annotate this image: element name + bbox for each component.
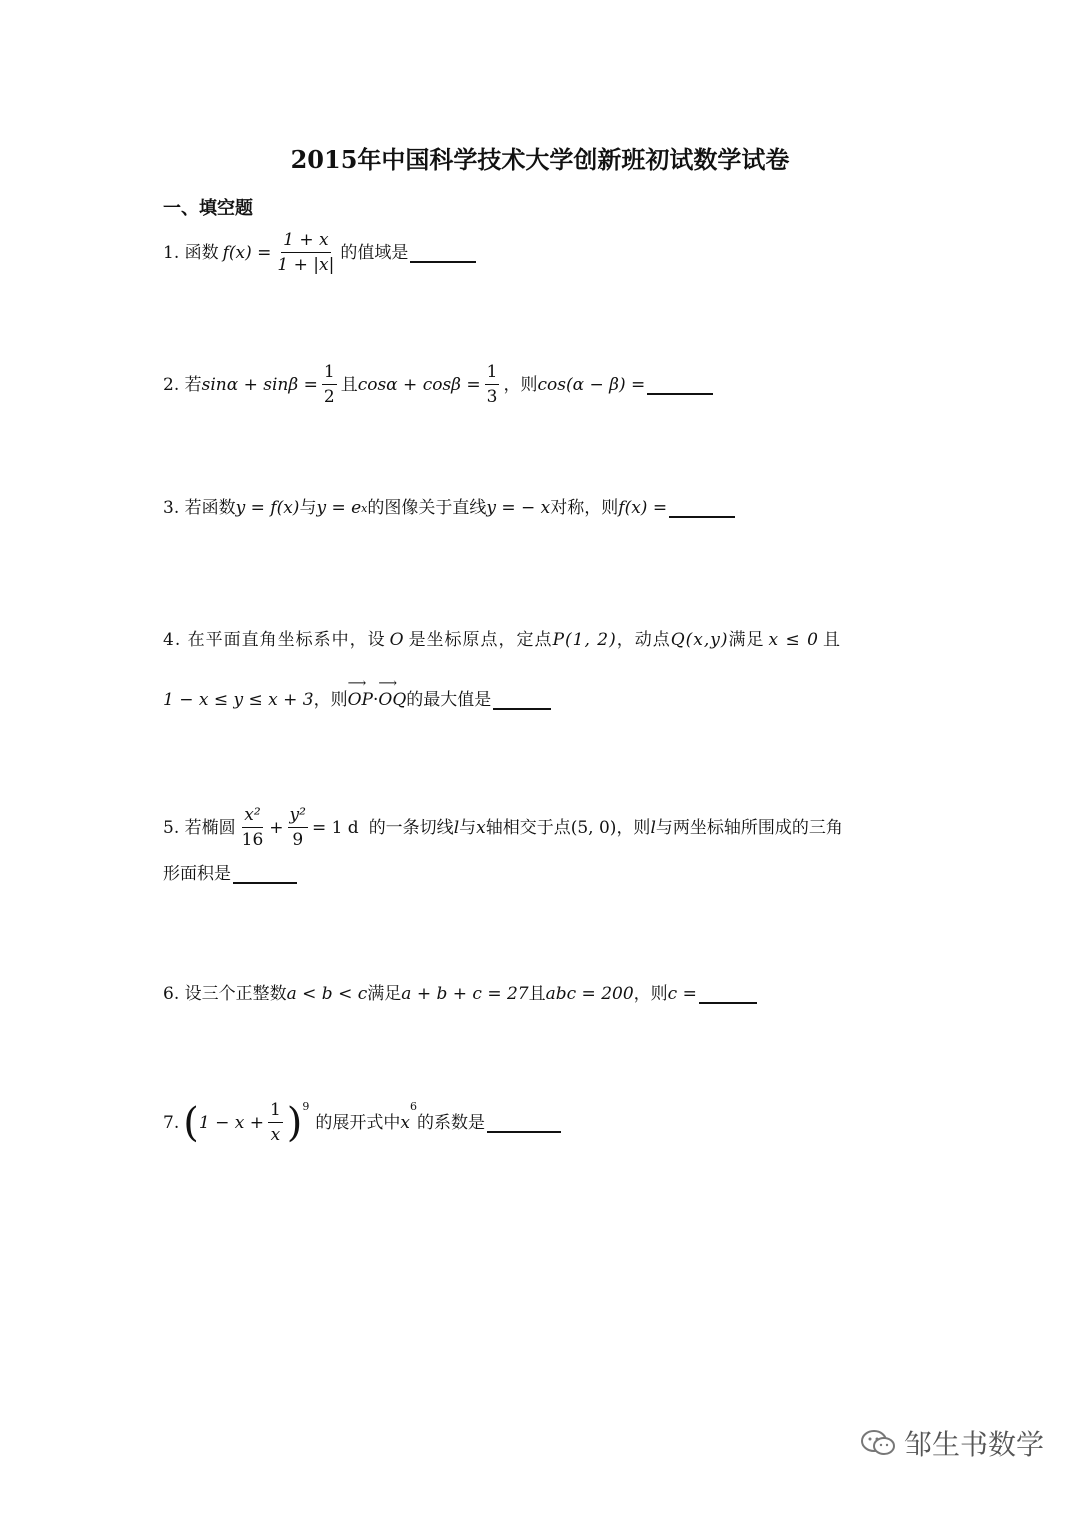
vector-op: ⟶ OP [348, 690, 373, 710]
question-4-continued: 1 − x ≤ y ≤ x + 3 ，则 ⟶ OP · ⟶ OQ 的最大值是 [163, 690, 551, 710]
answer-blank[interactable] [647, 375, 713, 395]
answer-blank[interactable] [233, 864, 297, 884]
vector-oq: ⟶ OQ [378, 690, 406, 710]
question-5-continued: 形面积是 [163, 864, 297, 884]
question-1: 1. 函数 f(x) = $\frac{1 + x}{1 + |x|}$ 的值域是 [163, 230, 476, 276]
question-4: 4. 在平面直角坐标系中，设 O 是坐标原点，定点 P(1, 2) ，动点 Q(x,y) 满足 x ≤ 0 且 [163, 630, 841, 650]
answer-blank[interactable] [487, 1113, 561, 1133]
fraction: $\frac{1}{2}$ [323, 362, 335, 408]
answer-blank[interactable] [669, 498, 735, 518]
fraction: $\frac{1}{x}$ [269, 1100, 281, 1146]
wechat-icon [860, 1429, 896, 1457]
answer-blank[interactable] [493, 690, 551, 710]
question-7: 7. ( 1 − x + $\frac{1}{x}$ ) $^9$ 的展开式中 x $^6$ 的系数是 [163, 1100, 561, 1146]
question-2: 2. 若 sinα + sinβ = $\frac{1}{2}$ 且 cosα + cosβ = $\frac{1}{3}$ ，则 cos(α − β) = [163, 362, 713, 408]
answer-blank[interactable] [410, 243, 476, 263]
exam-title: 2015年中国科学技术大学创新班初试数学试卷 [290, 145, 790, 174]
fraction: $\frac{\text{y²}}{9}$ [289, 805, 306, 851]
fraction: $\frac{1 + x}{1 + |x|}$ [277, 230, 335, 276]
question-6: 6. 设三个正整数 a < b < c 满足 a + b + c = 27 且 abc = 200 ，则 c = [163, 984, 757, 1004]
watermark: 邹生书数学 [860, 1423, 1044, 1463]
section-heading: 一、填空题 [163, 198, 253, 219]
question-5: 5. 若椭圆 $\frac{\text{x²}}{16}$ + $\frac{\text{y²}}{9}$ = 1 d 的一条切线 l 与 x 轴相交于点 (5, 0) ，则 l 与两坐标轴所围成的三角 [163, 805, 843, 851]
question-3: 3. 若函数 y = f(x) 与 y = e x 的图像关于直线 y = − x 对称，则 f(x) = [163, 498, 735, 518]
answer-blank[interactable] [699, 984, 757, 1004]
fraction: $\frac{\text{x²}}{16}$ [241, 805, 264, 851]
fraction: $\frac{1}{3}$ [486, 362, 498, 408]
